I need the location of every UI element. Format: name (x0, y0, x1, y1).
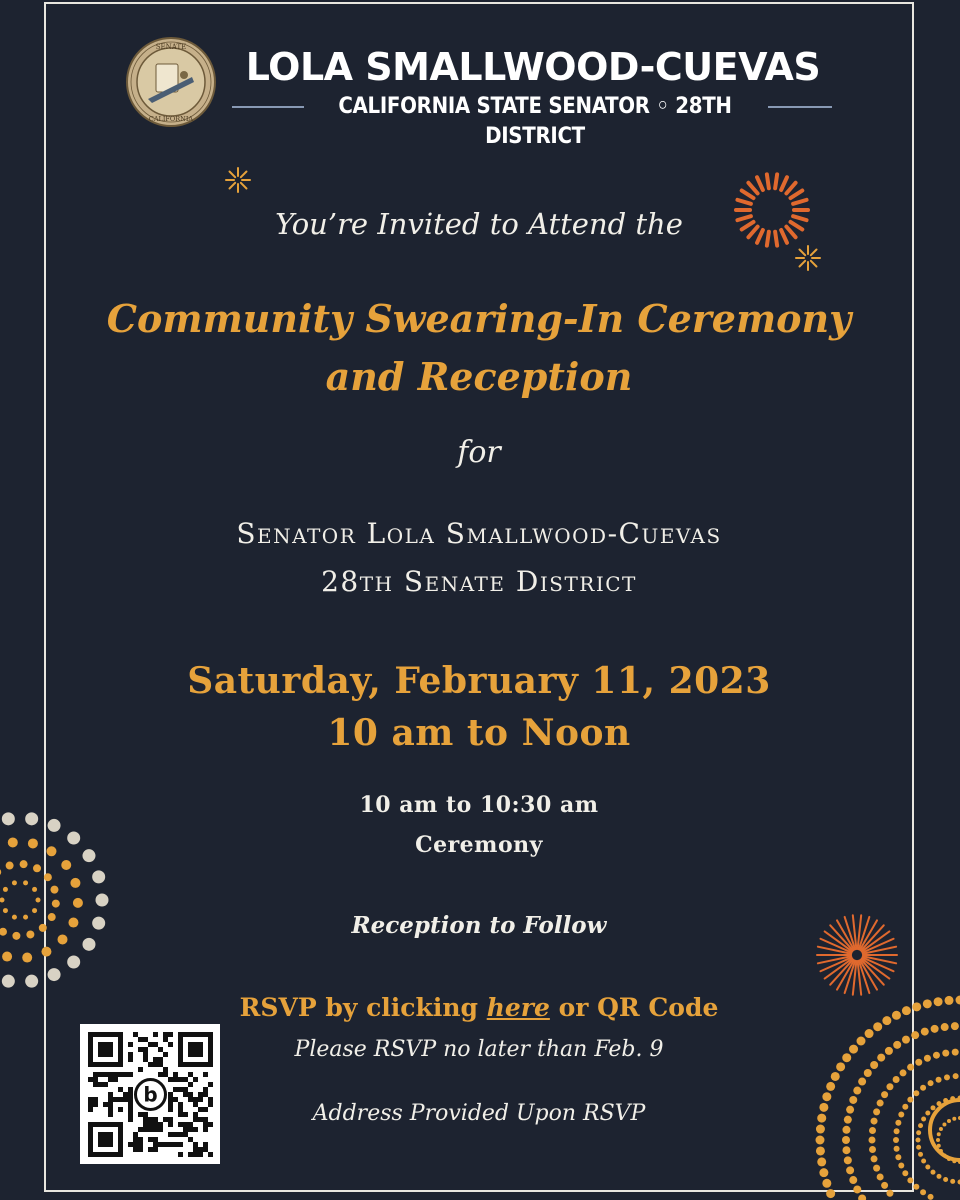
senator-name-header: LOLA SMALLWOOD-CUEVAS (245, 45, 821, 89)
rsvp-deadline: Please RSVP no later than Feb. 9 (294, 1037, 664, 1062)
honoree-district: 28th Senate District (321, 565, 637, 598)
rsvp-suffix: or QR Code (549, 993, 719, 1022)
event-title (44, 290, 914, 406)
invitation-intro: You’re Invited to Attend the (275, 207, 683, 241)
header-rule-left (232, 106, 304, 108)
event-title-line-1: Community Swearing-In Ceremony (106, 296, 852, 341)
honoree-name: Senator Lola Smallwood-Cuevas (236, 517, 722, 550)
svg-text:SENATE: SENATE (155, 43, 187, 51)
firework-icon (794, 244, 822, 272)
ceremony-label: Ceremony (415, 832, 543, 858)
event-date: Saturday, February 11, 2023 (187, 660, 771, 702)
rsvp-link[interactable]: here (486, 993, 550, 1022)
firework-icon (224, 166, 252, 194)
reception-note: Reception to Follow (351, 912, 607, 939)
svg-text:CALIFORNIA: CALIFORNIA (148, 115, 194, 123)
event-time-range: 10 am to Noon (327, 712, 631, 754)
rsvp-line (44, 990, 914, 1026)
for-text: for (457, 435, 501, 470)
event-title-line-2: and Reception (325, 354, 633, 399)
address-note: Address Provided Upon RSVP (312, 1101, 646, 1126)
qr-code-icon[interactable] (80, 1024, 220, 1164)
rsvp-prefix: RSVP by clicking (239, 993, 487, 1022)
ceremony-schedule (44, 785, 914, 865)
svg-text:b: b (143, 1082, 158, 1107)
event-date-block (44, 655, 914, 759)
honoree (44, 510, 914, 606)
ceremony-time: 10 am to 10:30 am (359, 792, 599, 818)
senator-office-title: CALIFORNIA STATE SENATOR ◦ 28TH DISTRICT (338, 94, 732, 149)
header-rule-right (768, 106, 832, 108)
senate-seal-icon (126, 37, 216, 127)
